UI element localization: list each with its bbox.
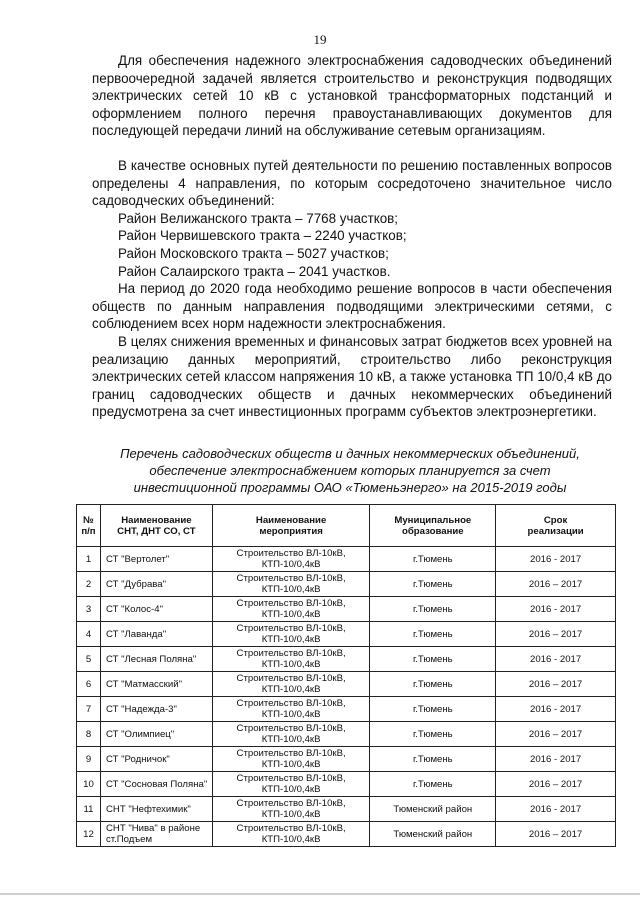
cell-term: 2016 - 2017 [496, 547, 616, 572]
cell-term: 2016 – 2017 [496, 722, 616, 747]
paragraph-period-2020: На период до 2020 года необходимо решение вопросов в части обеспечения обществ по данным направления подводящими электрическими сетями, с соблюдением всех норм надежности электроснабжения. [92, 281, 612, 332]
district-line: Район Велижанского тракта – 7768 участков; [118, 210, 399, 226]
cell-municipality: г.Тюмень [370, 597, 496, 622]
paragraph-directions: В качестве основных путей деятельности по решению поставленных вопросов определены 4 направления, по которым сосредоточено значительное число садоводческих объединений: [92, 157, 612, 209]
page-bottom-edge [0, 893, 640, 895]
cell-number: 10 [77, 772, 101, 797]
cell-society-name: СТ "Олимпиец" [100, 722, 212, 747]
body-text [92, 52, 612, 421]
cell-measures: Строительство ВЛ-10кВ, КТП-10/0,4кВ [212, 697, 370, 722]
cell-measures: Строительство ВЛ-10кВ, КТП-10/0,4кВ [212, 747, 370, 772]
cell-society-name: СТ "Родничок" [100, 747, 212, 772]
cell-term: 2016 – 2017 [496, 572, 616, 597]
cell-measures: Строительство ВЛ-10кВ, КТП-10/0,4кВ [212, 822, 370, 847]
cell-number: 3 [77, 597, 101, 622]
cell-number: 12 [77, 822, 101, 847]
cell-measures: Строительство ВЛ-10кВ, КТП-10/0,4кВ [212, 622, 370, 647]
paragraph-investment: В целях снижения временных и финансовых затрат бюджетов всех уровней на реализацию данных мероприятий, строительство либо реконструкция электрических сетей классом напряжения 10 кВ, а также установка ТП 10/0,4 кВ до границ садоводческих обществ и дачных некоммерческих объединений предусмотрена за счет инвестиционных программ субъектов электроэнергетики. [92, 333, 612, 420]
cell-society-name: СНТ "Нива" в районе ст.Подъем [100, 822, 212, 847]
cell-term: 2016 – 2017 [496, 672, 616, 697]
cell-term: 2016 - 2017 [496, 647, 616, 672]
paragraph-electrification-task: Для обеспечения надежного электроснабжения садоводческих объединений первоочередной задачей является строительство и реконструкция подводящих электрических сетей 10 кВ с установкой трансформаторных подстанций и оформлением полного перечня правоустанавливающих документов для последующей передачи линий на обслуживание сетевым организациям. [92, 53, 612, 139]
cell-society-name: СТ "Лаванда" [100, 622, 212, 647]
cell-term: 2016 - 2017 [496, 697, 616, 722]
cell-measures: Строительство ВЛ-10кВ, КТП-10/0,4кВ [212, 547, 370, 572]
cell-municipality: г.Тюмень [370, 722, 496, 747]
table-row [77, 772, 616, 797]
table-row [77, 722, 616, 747]
cell-term: 2016 - 2017 [496, 747, 616, 772]
cell-term: 2016 - 2017 [496, 797, 616, 822]
cell-municipality: г.Тюмень [370, 672, 496, 697]
societies-table [76, 504, 616, 847]
header-society-name: Наименование СНТ, ДНТ СО, СТ [100, 505, 212, 547]
district-line: Район Московского тракта – 5027 участков; [118, 245, 389, 261]
cell-society-name: СТ "Дубрава" [100, 572, 212, 597]
cell-number: 6 [77, 672, 101, 697]
cell-society-name: СТ "Вертолет" [100, 547, 212, 572]
table-caption-line: Перечень садоводческих обществ и дачных некоммерческих объединений, [120, 446, 580, 461]
table-row [77, 822, 616, 847]
table-header-row [77, 505, 616, 547]
cell-number: 1 [77, 547, 101, 572]
cell-number: 9 [77, 747, 101, 772]
table-row [77, 647, 616, 672]
table-row [77, 672, 616, 697]
cell-municipality: г.Тюмень [370, 772, 496, 797]
cell-municipality: г.Тюмень [370, 647, 496, 672]
cell-number: 2 [77, 572, 101, 597]
cell-measures: Строительство ВЛ-10кВ, КТП-10/0,4кВ [212, 647, 370, 672]
district-line: Район Салаирского тракта – 2041 участков. [118, 263, 391, 279]
cell-municipality: г.Тюмень [370, 547, 496, 572]
cell-municipality: Тюменский район [370, 797, 496, 822]
table-caption-line: инвестиционной программы ОАО «Тюменьэнерго» на 2015-2019 годы [133, 480, 567, 495]
cell-term: 2016 – 2017 [496, 822, 616, 847]
cell-society-name: СТ "Матмасский" [100, 672, 212, 697]
cell-measures: Строительство ВЛ-10кВ, КТП-10/0,4кВ [212, 772, 370, 797]
cell-measures: Строительство ВЛ-10кВ, КТП-10/0,4кВ [212, 572, 370, 597]
header-term: Срок реализации [496, 505, 616, 547]
cell-municipality: г.Тюмень [370, 697, 496, 722]
cell-measures: Строительство ВЛ-10кВ, КТП-10/0,4кВ [212, 672, 370, 697]
cell-term: 2016 - 2017 [496, 597, 616, 622]
cell-municipality: г.Тюмень [370, 747, 496, 772]
table-row [77, 797, 616, 822]
cell-number: 11 [77, 797, 101, 822]
cell-term: 2016 – 2017 [496, 772, 616, 797]
header-number: № п/п [77, 505, 101, 547]
table-row [77, 547, 616, 572]
cell-measures: Строительство ВЛ-10кВ, КТП-10/0,4кВ [212, 597, 370, 622]
table-row [77, 572, 616, 597]
page-number: 19 [313, 32, 327, 47]
cell-society-name: СТ "Колос-4" [100, 597, 212, 622]
cell-society-name: СНТ "Нефтехимик" [100, 797, 212, 822]
cell-number: 7 [77, 697, 101, 722]
table-caption-line: обеспечение электроснабжением которых планируется за счет [149, 463, 551, 478]
cell-measures: Строительство ВЛ-10кВ, КТП-10/0,4кВ [212, 722, 370, 747]
table-caption [80, 445, 620, 496]
district-line: Район Червишевского тракта – 2240 участков; [118, 228, 407, 244]
cell-number: 5 [77, 647, 101, 672]
table-row [77, 747, 616, 772]
table-row [77, 697, 616, 722]
cell-municipality: Тюменский район [370, 822, 496, 847]
cell-term: 2016 – 2017 [496, 622, 616, 647]
table-row [77, 597, 616, 622]
cell-number: 4 [77, 622, 101, 647]
cell-municipality: г.Тюмень [370, 622, 496, 647]
header-measures: Наименование мероприятия [212, 505, 370, 547]
cell-measures: Строительство ВЛ-10кВ, КТП-10/0,4кВ [212, 797, 370, 822]
cell-municipality: г.Тюмень [370, 572, 496, 597]
cell-society-name: СТ "Сосновая Поляна" [100, 772, 212, 797]
table-row [77, 622, 616, 647]
cell-society-name: СТ "Лесная Поляна" [100, 647, 212, 672]
cell-number: 8 [77, 722, 101, 747]
header-municipality: Муниципальное образование [370, 505, 496, 547]
cell-society-name: СТ "Надежда-3" [100, 697, 212, 722]
